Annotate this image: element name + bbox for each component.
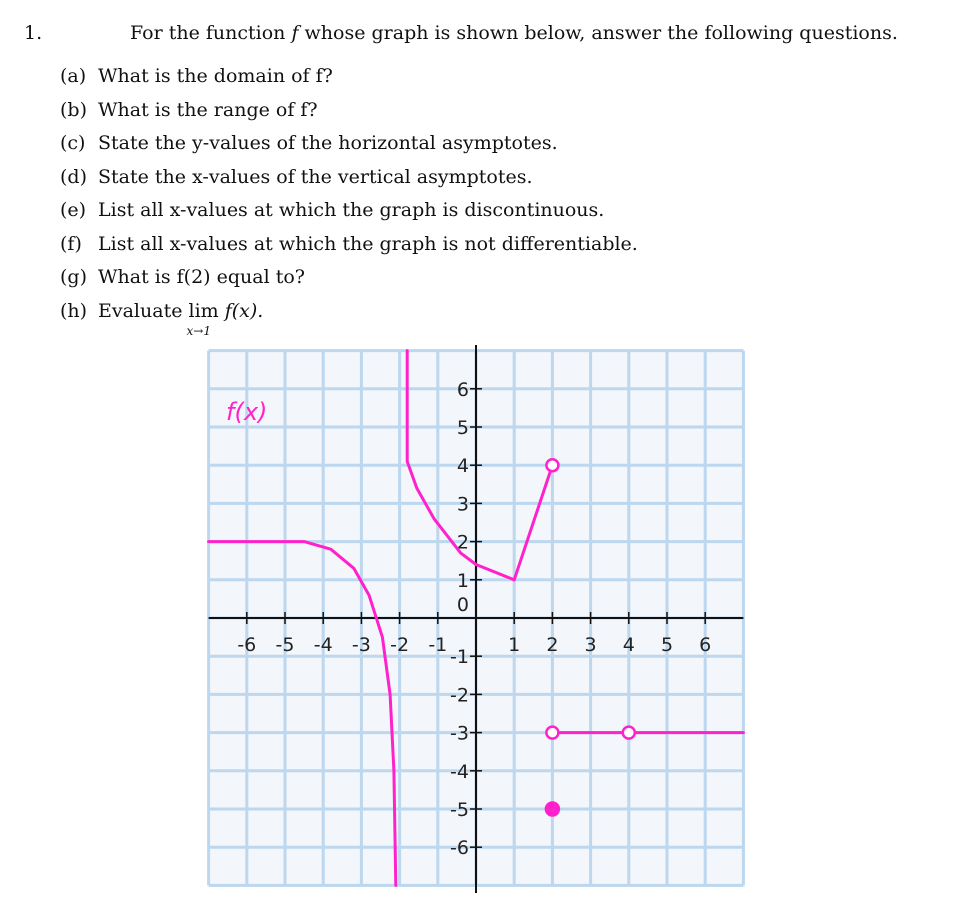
part-label: (d) — [60, 165, 87, 188]
part-text: State the x-values of the vertical asymptotes. — [98, 165, 533, 188]
limit-expression: f(x). — [224, 299, 264, 322]
x-tick-label: 4 — [622, 634, 635, 656]
part-text: Evaluate — [98, 299, 183, 322]
intro-after: whose graph is shown below, answer the following questions. — [298, 22, 898, 44]
part-d — [60, 163, 638, 197]
x-tick-label: 5 — [660, 634, 674, 656]
y-tick-label: -2 — [450, 684, 469, 707]
function-graph — [200, 345, 752, 893]
closed-point-marker — [546, 803, 559, 816]
part-g — [60, 263, 638, 297]
part-text: List all x-values at which the graph is not differentiable. — [98, 232, 638, 255]
part-label: (g) — [60, 266, 87, 288]
limit-subscript: x→1 — [186, 323, 211, 338]
y-tick-label: -5 — [450, 799, 469, 821]
y-tick-label: 6 — [456, 378, 469, 401]
origin-label: 0 — [456, 594, 469, 616]
part-text: What is f(2) equal to? — [98, 266, 305, 288]
part-label: (e) — [60, 199, 87, 221]
y-tick-label: 3 — [456, 493, 469, 516]
y-tick-label: 2 — [456, 531, 469, 554]
limit-operator — [186, 297, 219, 338]
part-text: State the y-values of the horizontal asymptotes. — [98, 132, 558, 154]
x-tick-label: 3 — [584, 634, 597, 656]
y-tick-label: 4 — [456, 455, 469, 478]
part-e — [60, 196, 638, 230]
question-intro — [130, 22, 898, 44]
part-f — [60, 230, 638, 264]
x-tick-label: -2 — [390, 634, 410, 656]
y-tick-label: -4 — [450, 760, 469, 783]
y-tick-label: 1 — [456, 569, 469, 592]
question-number: 1. — [24, 22, 43, 44]
part-label: (f) — [60, 232, 82, 255]
part-text: List all x-values at which the graph is discontinuous. — [98, 199, 605, 221]
y-tick-label: -3 — [450, 722, 469, 745]
question-parts-list — [60, 62, 638, 338]
part-a — [60, 62, 638, 96]
part-label: (b) — [60, 98, 87, 121]
part-text: What is the domain of f? — [98, 65, 333, 87]
open-point-marker — [546, 727, 558, 739]
x-tick-label: -6 — [237, 634, 257, 656]
intro-function-symbol: f — [291, 22, 299, 44]
part-text: What is the range of f? — [98, 98, 318, 121]
x-tick-label: -1 — [428, 634, 448, 656]
x-tick-label: 6 — [699, 634, 712, 656]
part-label: (h) — [60, 299, 88, 322]
part-b — [60, 96, 638, 130]
y-tick-label: -6 — [450, 837, 469, 860]
x-tick-label: -5 — [275, 634, 295, 656]
x-tick-label: 2 — [546, 634, 559, 656]
x-tick-label: -3 — [351, 634, 371, 656]
y-tick-label: -1 — [450, 646, 469, 669]
part-h — [60, 297, 638, 338]
part-label: (a) — [60, 65, 87, 87]
part-label: (c) — [60, 132, 86, 154]
y-tick-label: 5 — [456, 417, 469, 439]
x-tick-label: 1 — [508, 634, 521, 656]
graph-annotation-fx: f(x) — [226, 398, 268, 426]
limit-word: lim — [188, 299, 219, 322]
part-c — [60, 129, 638, 163]
open-point-marker — [623, 727, 635, 739]
x-tick-label: -4 — [313, 634, 333, 656]
open-point-marker — [546, 459, 558, 471]
intro-before: For the function — [130, 22, 292, 44]
